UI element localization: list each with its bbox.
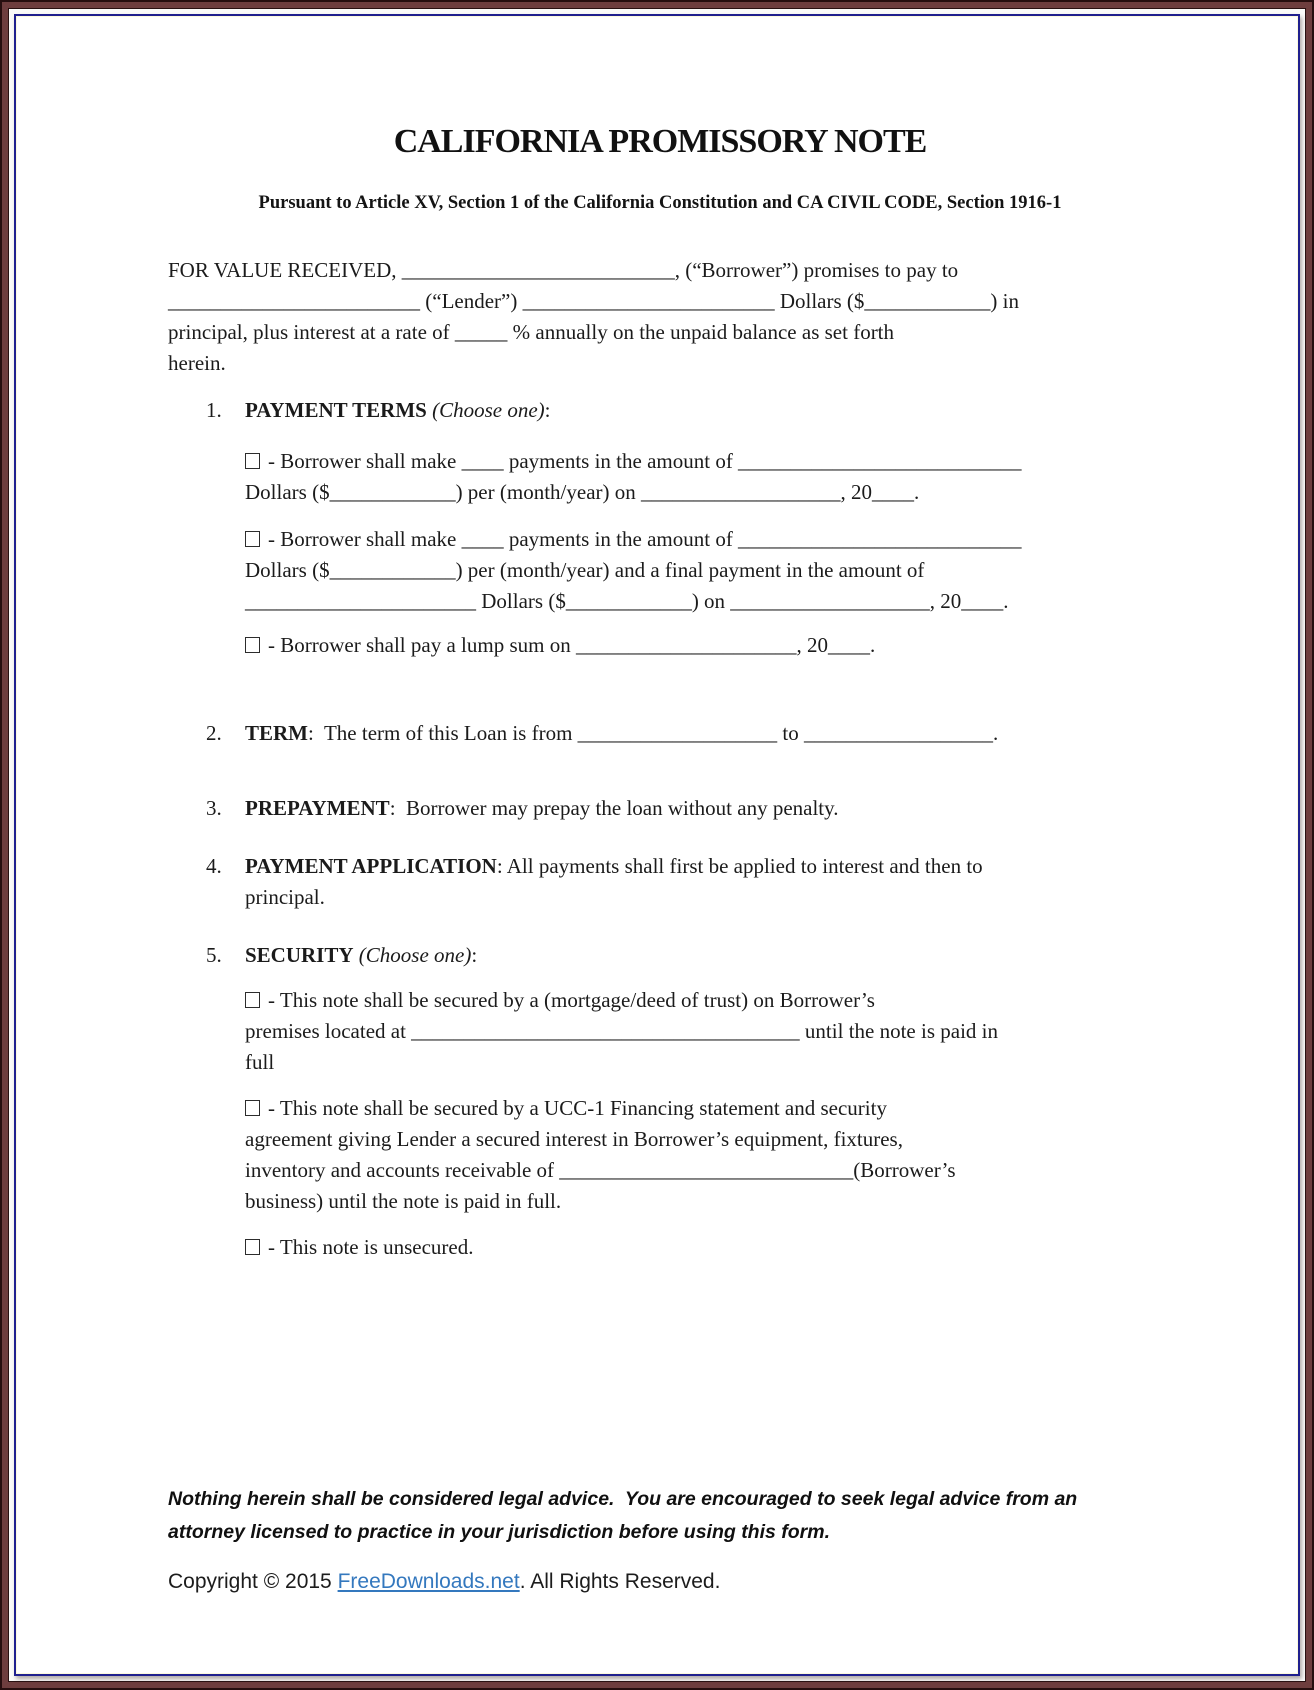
- option-secured-by-mortgage: [245, 985, 1152, 1078]
- option-line: business) until the note is paid in full.: [245, 1189, 562, 1213]
- section-label: PREPAYMENT: [245, 796, 390, 820]
- section-qualifier: (Choose one): [426, 398, 545, 422]
- section-text: : All payments shall first be applied to interest and then to: [496, 854, 983, 878]
- section-text-line: principal.: [245, 885, 325, 909]
- option-line: [245, 1093, 1152, 1124]
- page-subtitle: Pursuant to Article XV, Section 1 of the California Constitution and CA CIVIL CODE, Section 1916-1: [258, 193, 1062, 213]
- section-label: TERM: [245, 721, 308, 745]
- option-text: - Borrower shall make ____ payments in the amount of ___________________________: [268, 449, 1022, 473]
- section-colon: :: [471, 943, 478, 967]
- promissory-note-page: [14, 14, 1300, 1676]
- section-text-wrap: [245, 718, 998, 749]
- option-line: [245, 985, 1152, 1016]
- option-text: - Borrower shall make ____ payments in the amount of ___________________________: [268, 527, 1022, 551]
- section-number: 2.: [206, 721, 222, 745]
- option-line: [245, 630, 1152, 661]
- freedownloads-link[interactable]: FreeDownloads.net: [337, 1570, 520, 1593]
- section-label: PAYMENT APPLICATION: [245, 854, 497, 878]
- option-unsecured: [245, 1232, 1152, 1263]
- option-line: full: [245, 1050, 275, 1074]
- section-text-line: [245, 851, 983, 882]
- checkbox-ucc1-icon[interactable]: [245, 1100, 260, 1116]
- intro-line: herein.: [168, 351, 226, 375]
- option-line: [245, 446, 1152, 477]
- page-title: CALIFORNIA PROMISSORY NOTE: [393, 123, 927, 160]
- section-number: 5.: [206, 943, 222, 967]
- option-line: Dollars ($____________) per (month/year) on ___________________, 20____.: [245, 480, 920, 504]
- checkbox-lump-sum-icon[interactable]: [245, 637, 260, 653]
- option-line: Dollars ($____________) per (month/year) and a final payment in the amount of: [245, 558, 925, 582]
- option-line: premises located at _____________________________________ until the note is paid in: [245, 1019, 998, 1043]
- option-line: [245, 524, 1152, 555]
- section-label-wrap: [245, 395, 551, 426]
- disclaimer-line: Nothing herein shall be considered legal advice. You are encouraged to seek legal advice from an: [168, 1488, 1078, 1510]
- option-line: inventory and accounts receivable of ____________________________(Borrower’s: [245, 1158, 956, 1182]
- section-label: SECURITY: [245, 943, 354, 967]
- checkbox-mortgage-icon[interactable]: [245, 992, 260, 1008]
- option-line: agreement giving Lender a secured interest in Borrower’s equipment, fixtures,: [245, 1127, 903, 1151]
- section-payment-application: [206, 851, 1152, 913]
- section-label-wrap: [245, 940, 477, 971]
- section-text-wrap: [245, 851, 983, 913]
- checkbox-installments-final-icon[interactable]: [245, 531, 260, 547]
- section-text-wrap: [245, 793, 839, 824]
- legal-disclaimer: [168, 1483, 1152, 1549]
- option-text: - Borrower shall pay a lump sum on _____________________, 20____.: [268, 633, 876, 657]
- disclaimer-line: attorney licensed to practice in your jurisdiction before using this form.: [168, 1521, 831, 1543]
- section-number: 1.: [206, 398, 222, 422]
- intro-paragraph: [168, 255, 1152, 379]
- option-secured-by-ucc1: [245, 1093, 1152, 1217]
- section-heading-payment-terms: [206, 395, 1152, 426]
- option-line: ______________________ Dollars ($____________) on ___________________, 20____.: [245, 589, 1009, 613]
- option-installments-with-final-payment: [245, 524, 1152, 617]
- intro-line: FOR VALUE RECEIVED, __________________________, (“Borrower”) promises to pay to: [168, 258, 959, 282]
- intro-line: ________________________ (“Lender”) ________________________ Dollars ($____________) in: [168, 289, 1019, 313]
- section-term: [206, 718, 1152, 749]
- section-text: : The term of this Loan is from ___________________ to __________________.: [308, 721, 999, 745]
- checkbox-installments-icon[interactable]: [245, 453, 260, 469]
- document-margin-band: [8, 8, 1306, 1682]
- section-label: PAYMENT TERMS: [245, 398, 427, 422]
- section-prepayment: [206, 793, 1152, 824]
- section-number: 4.: [206, 854, 222, 878]
- copyright-line: [168, 1568, 1152, 1596]
- option-text: - This note is unsecured.: [268, 1235, 474, 1259]
- option-installment-payments: [245, 446, 1152, 508]
- section-heading-security: [206, 940, 1152, 971]
- option-line: [245, 1232, 1152, 1263]
- copyright-prefix: Copyright © 2015: [168, 1570, 338, 1593]
- option-text: - This note shall be secured by a UCC-1 Financing statement and security: [268, 1096, 887, 1120]
- section-colon: :: [544, 398, 551, 422]
- option-text: - This note shall be secured by a (mortgage/deed of trust) on Borrower’s: [268, 988, 875, 1012]
- intro-line: principal, plus interest at a rate of _____ % annually on the unpaid balance as set forth: [168, 320, 895, 344]
- copyright-suffix: . All Rights Reserved.: [519, 1570, 721, 1593]
- option-lump-sum: [245, 630, 1152, 661]
- checkbox-unsecured-icon[interactable]: [245, 1239, 260, 1255]
- section-text: : Borrower may prepay the loan without any penalty.: [389, 796, 839, 820]
- section-qualifier: (Choose one): [353, 943, 472, 967]
- section-number: 3.: [206, 796, 222, 820]
